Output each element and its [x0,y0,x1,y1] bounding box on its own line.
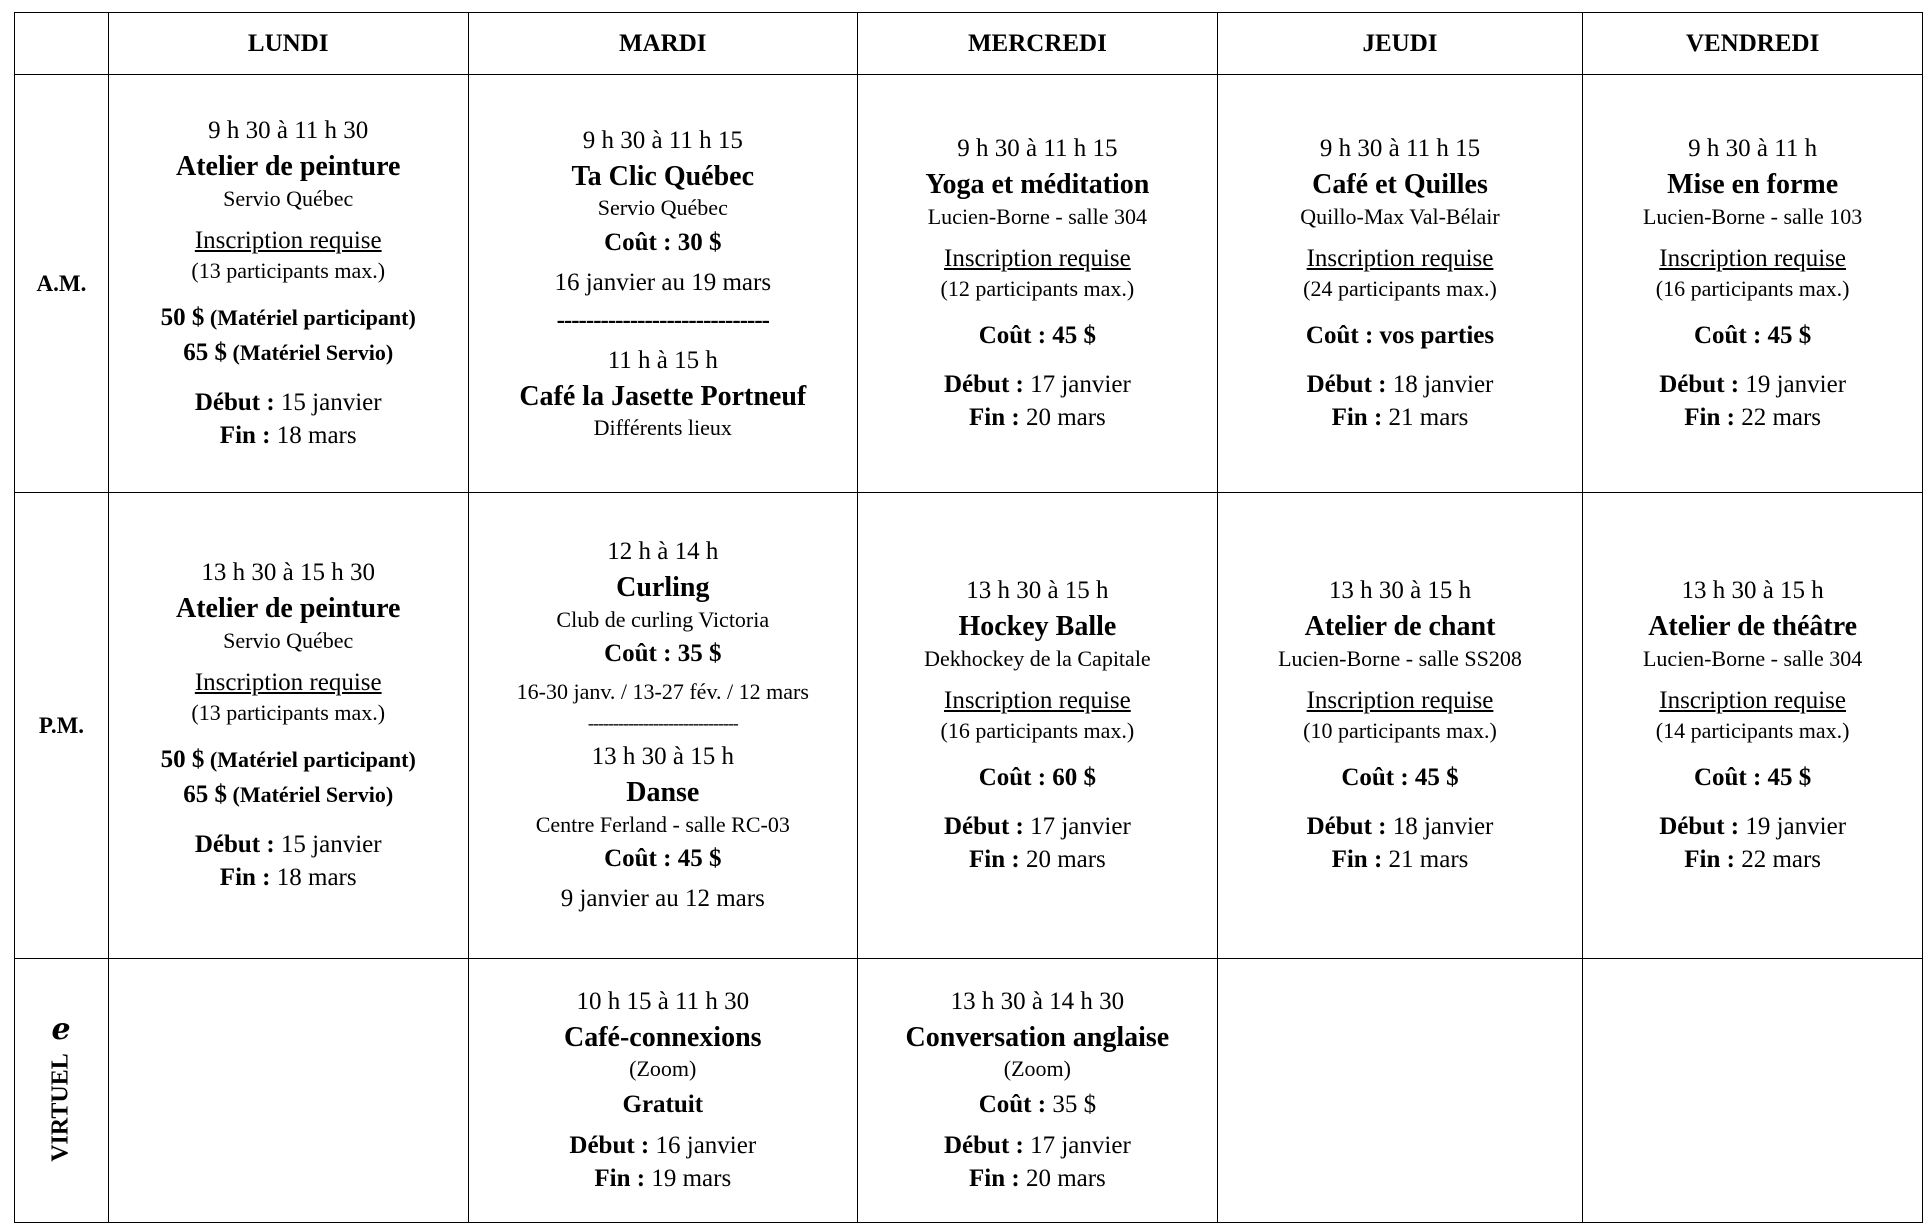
time: 13 h 30 à 14 h 30 [950,987,1125,1015]
end-label: Fin : [219,863,271,891]
activity-title: Café et Quilles [1312,169,1488,201]
separator: ------------------------------ [587,713,738,734]
material-prices [161,742,416,812]
price-amount: 65 $ [183,780,227,808]
max-participants: (13 participants max.) [191,700,386,726]
max-participants: (14 participants max.) [1655,718,1850,744]
time: 11 h à 15 h [607,346,718,374]
start-label: Début : [944,1132,1024,1160]
date-range: 16-30 janv. / 13-27 fév. / 12 mars [516,678,809,704]
max-participants: (16 participants max.) [940,718,1135,744]
end-date: 19 mars [651,1165,732,1193]
end-date: 22 mars [1741,403,1822,431]
virtuel-row [15,959,1923,1223]
activity-title: Hockey Balle [958,611,1117,643]
end-label: Fin : [1684,403,1735,431]
price-label: (Matériel Servio) [232,781,394,807]
end-label: Fin : [1331,403,1383,431]
cell-am-vendredi [1583,75,1923,493]
cost: Coût : 45 $ [1341,763,1459,791]
end-date: 21 mars [1388,403,1469,431]
max-participants: (10 participants max.) [1303,718,1497,744]
end-label: Fin : [968,845,1020,873]
cell-virtuel-vendredi [1583,959,1923,1223]
end-date: 20 mars [1025,845,1106,873]
weekly-schedule-table [14,12,1923,1223]
row-label-am: A.M. [15,75,109,493]
cell-virtuel-mercredi [858,959,1218,1223]
activity-title: Café-connexions [564,1021,762,1053]
price-amount: 50 $ [160,745,205,773]
cell-am-lundi [108,75,468,493]
time: 9 h 30 à 11 h 15 [582,126,743,154]
activity-title: Curling [616,571,710,603]
price-label: (Matériel participant) [209,304,416,330]
time: 9 h 30 à 11 h [1688,135,1818,163]
cell-virtuel-mardi [468,959,858,1223]
cell-am-mercredi [858,75,1218,493]
start-end-dates [1659,810,1846,876]
end-date: 21 mars [1388,845,1469,873]
time: 9 h 30 à 11 h 15 [1319,135,1481,163]
max-participants: (24 participants max.) [1303,276,1497,302]
date-range: 16 janvier au 19 mars [554,268,772,296]
header-lundi: LUNDI [108,13,468,75]
start-end-dates [944,368,1131,434]
activity-title: Ta Clic Québec [571,160,755,192]
date-range: 9 janvier au 12 mars [560,885,765,913]
row-label-virtuel: VIRTUEL [47,1052,74,1162]
time: 10 h 15 à 11 h 30 [576,987,750,1015]
max-participants: (12 participants max.) [940,276,1135,302]
cell-am-jeudi [1217,75,1583,493]
start-end-dates [1307,810,1494,876]
end-date: 18 mars [276,421,357,449]
location: Servio Québec [223,186,354,212]
start-end-dates [1307,368,1494,434]
activity-title: Atelier de chant [1304,611,1496,643]
cost: Coût : 30 $ [604,228,722,256]
location: Lucien-Borne - salle SS208 [1278,646,1522,672]
end-date: 20 mars [1025,403,1106,431]
time: 12 h à 14 h [607,537,719,565]
start-label: Début : [1306,370,1387,398]
location: Club de curling Victoria [556,606,770,632]
start-date: 19 janvier [1745,812,1847,840]
activity-title: Conversation anglaise [905,1021,1170,1053]
start-end-dates [1659,368,1846,434]
end-label: Fin : [1331,845,1383,873]
start-date: 16 janvier [655,1132,757,1160]
start-end-dates [944,1129,1131,1195]
end-label: Fin : [594,1165,646,1193]
start-date: 17 janvier [1030,812,1131,840]
time: 9 h 30 à 11 h 30 [208,117,369,145]
time: 13 h 30 à 15 h [591,743,734,771]
material-prices [161,300,416,370]
cost: Coût : 45 $ [978,321,1097,349]
activity-title: Atelier de peinture [175,151,401,183]
location: Servio Québec [597,195,728,221]
location: Servio Québec [223,628,354,654]
separator: ----------------------------- [556,306,769,334]
cell-pm-vendredi [1583,493,1923,959]
location: Quillo-Max Val-Bélair [1300,204,1500,230]
start-label: Début : [944,812,1024,840]
registration-required: Inscription requise [944,687,1131,715]
time: 13 h 30 à 15 h 30 [201,559,376,587]
cost: Gratuit [622,1091,704,1119]
activity-title: Yoga et méditation [925,169,1150,201]
max-participants: (16 participants max.) [1655,276,1850,302]
start-date: 17 janvier [1030,370,1131,398]
price-amount: 65 $ [183,338,227,366]
activity-title: Mise en forme [1667,169,1839,201]
start-end-dates [195,386,382,452]
start-label: Début : [194,388,275,416]
pm-row [15,493,1923,959]
start-label: Début : [194,830,275,858]
cost-value: 35 $ [1052,1091,1097,1119]
location: Lucien-Borne - salle 103 [1642,204,1863,230]
location: Lucien-Borne - salle 304 [927,204,1148,230]
row-label-pm: P.M. [15,493,109,959]
end-date: 22 mars [1741,845,1822,873]
location: Différents lieux [593,415,732,441]
header-jeudi: JEUDI [1217,13,1583,75]
cell-am-mardi [468,75,858,493]
start-end-dates [195,828,382,894]
internet-explorer-e-icon: e [51,1011,71,1047]
cell-pm-mardi [468,493,858,959]
start-end-dates [569,1129,756,1195]
header-row [15,13,1923,75]
end-date: 18 mars [276,863,357,891]
activity-title: Café la Jasette Portneuf [519,380,807,412]
cost: Coût : 35 $ [604,639,722,667]
cost: Coût : 45 $ [604,845,722,873]
price-label: (Matériel Servio) [232,339,394,365]
cost-label: Coût : [978,1091,1047,1119]
registration-required: Inscription requise [1306,245,1494,273]
registration-required: Inscription requise [1306,687,1494,715]
cost [979,1089,1096,1121]
location: (Zoom) [1003,1056,1071,1082]
activity-title: Atelier de théâtre [1648,611,1858,643]
cost: Coût : 60 $ [978,763,1097,791]
location: Centre Ferland - salle RC-03 [535,811,790,837]
max-participants: (13 participants max.) [191,258,386,284]
start-label: Début : [1659,370,1740,398]
cell-virtuel-jeudi [1217,959,1583,1223]
registration-required: Inscription requise [944,245,1131,273]
end-label: Fin : [1684,845,1735,873]
start-label: Début : [1306,812,1387,840]
end-label: Fin : [968,403,1020,431]
cost: Coût : vos parties [1305,321,1495,349]
row-label-virtuel-cell [15,959,109,1223]
time: 13 h 30 à 15 h [1328,577,1472,605]
activity-title: Atelier de peinture [175,593,401,625]
am-row [15,75,1923,493]
end-label: Fin : [219,421,271,449]
location: Dekhockey de la Capitale [924,646,1151,672]
header-vendredi: VENDREDI [1583,13,1923,75]
cell-virtuel-lundi [108,959,468,1223]
registration-required: Inscription requise [1659,687,1847,715]
cell-pm-jeudi [1217,493,1583,959]
location: Lucien-Borne - salle 304 [1642,646,1863,672]
price-amount: 50 $ [160,303,205,331]
registration-required: Inscription requise [194,227,382,255]
start-date: 17 janvier [1030,1132,1131,1160]
cell-pm-mercredi [858,493,1218,959]
start-date: 18 janvier [1392,370,1494,398]
header-mardi: MARDI [468,13,858,75]
end-date: 20 mars [1025,1165,1106,1193]
start-label: Début : [1659,812,1740,840]
start-end-dates [944,810,1131,876]
start-label: Début : [569,1132,650,1160]
time: 13 h 30 à 15 h [966,577,1109,605]
location: (Zoom) [629,1056,697,1082]
cost: Coût : 45 $ [1693,763,1812,791]
start-label: Début : [944,370,1024,398]
activity-title: Danse [626,777,700,809]
registration-required: Inscription requise [194,669,382,697]
registration-required: Inscription requise [1659,245,1847,273]
time: 9 h 30 à 11 h 15 [957,135,1118,163]
cell-pm-lundi [108,493,468,959]
start-date: 18 janvier [1392,812,1494,840]
start-date: 15 janvier [280,830,382,858]
start-date: 19 janvier [1745,370,1847,398]
cost: Coût : 45 $ [1693,321,1812,349]
header-mercredi: MERCREDI [858,13,1218,75]
corner-cell [15,13,109,75]
end-label: Fin : [968,1165,1020,1193]
time: 13 h 30 à 15 h [1681,577,1824,605]
price-label: (Matériel participant) [209,746,416,772]
start-date: 15 janvier [280,388,382,416]
